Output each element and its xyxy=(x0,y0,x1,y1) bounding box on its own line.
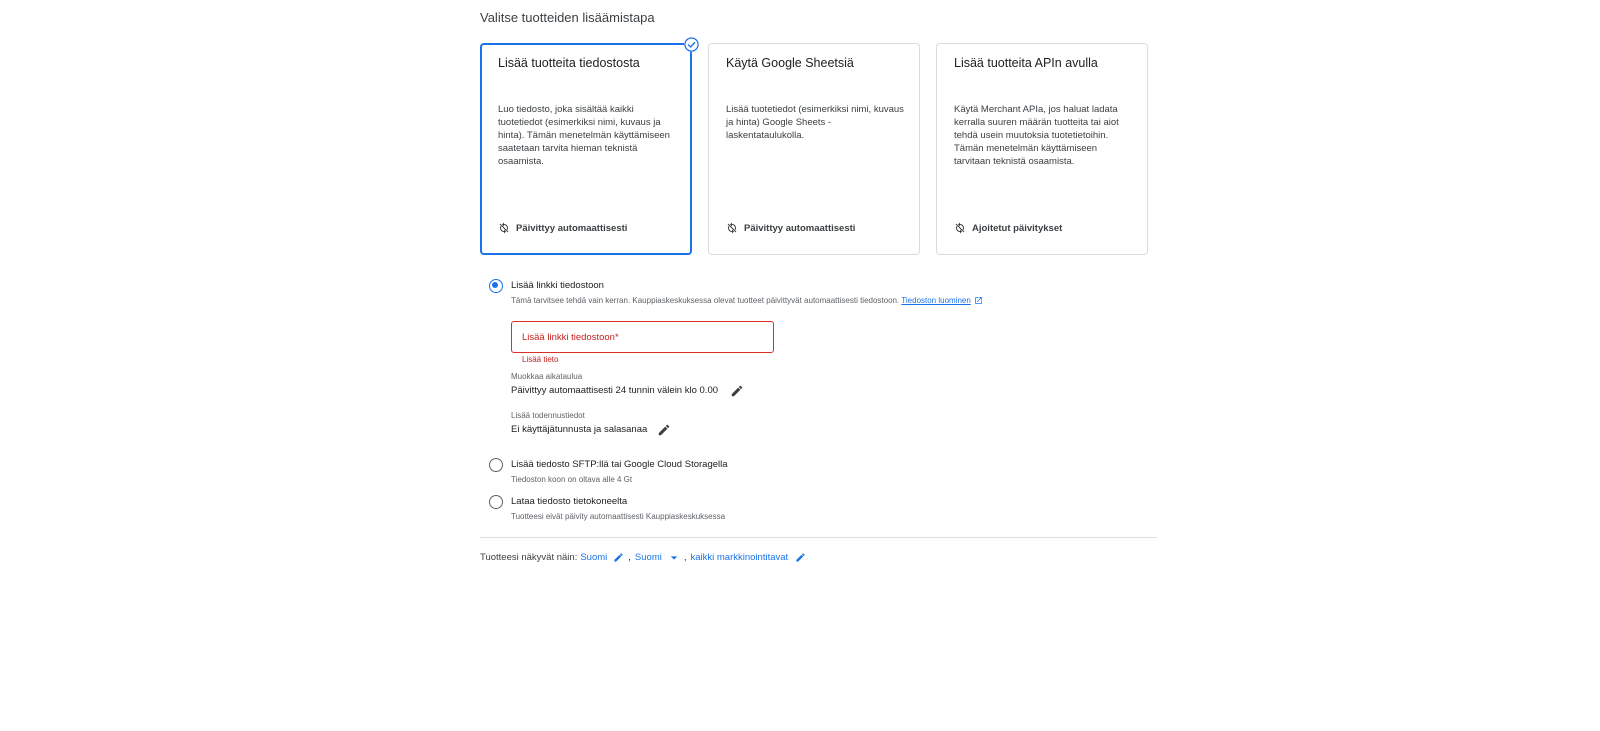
separator: , xyxy=(683,552,687,563)
edit-schedule-button[interactable] xyxy=(728,382,746,400)
chevron-down-icon xyxy=(670,554,678,562)
credentials-caption: Lisää todennustiedot xyxy=(511,411,585,420)
sync-icon xyxy=(954,222,966,234)
option-label-sftp: Lisää tiedosto SFTP:llä tai Google Cloud Storagella xyxy=(511,459,728,470)
card-google-sheets[interactable] xyxy=(708,43,920,255)
channels-link[interactable]: kaikki markkinointitavat xyxy=(690,552,789,563)
radio-sftp[interactable] xyxy=(489,458,503,472)
card-footer xyxy=(954,222,1062,234)
product-visibility-row xyxy=(480,552,806,563)
radio-add-link[interactable] xyxy=(489,279,503,293)
edit-credentials-button[interactable] xyxy=(655,421,673,439)
pencil-icon xyxy=(730,384,744,398)
option-label-upload: Lataa tiedosto tietokoneelta xyxy=(511,496,628,507)
pencil-icon xyxy=(795,552,806,563)
language-link[interactable]: Suomi xyxy=(634,552,662,563)
card-title: Lisää tuotteita tiedostosta xyxy=(498,56,640,70)
selected-check-icon xyxy=(684,37,699,52)
option-sub-add-link xyxy=(511,296,983,305)
card-merchant-api[interactable] xyxy=(936,43,1148,255)
country-link[interactable]: Suomi xyxy=(580,552,608,563)
option-label-add-link: Lisää linkki tiedostoon xyxy=(511,280,604,291)
card-description: Käytä Merchant APIa, jos haluat ladata kerralla suuren määrän tuotteita tai aiot tehdä usein muutoksia tuotetietoihin. Tämän menetelmän käyttämiseen tarvitaan teknistä osaamista. xyxy=(954,104,1119,167)
file-link-input[interactable] xyxy=(511,321,774,353)
card-footer-label: Ajoitetut päivitykset xyxy=(972,222,1063,234)
card-title: Lisää tuotteita APIn avulla xyxy=(954,56,1098,70)
divider xyxy=(480,537,1157,538)
card-description: Lisää tuotetiedot (esimerkiksi nimi, kuvaus ja hinta) Google Sheets -laskentataulukolla. xyxy=(726,104,904,141)
edit-country-button[interactable] xyxy=(613,552,624,563)
card-title: Käytä Google Sheetsiä xyxy=(726,56,854,70)
language-dropdown-button[interactable] xyxy=(670,554,678,562)
create-file-link[interactable]: Tiedoston luominen xyxy=(901,296,971,305)
credentials-value: Ei käyttäjätunnusta ja salasanaa xyxy=(511,424,648,435)
edit-channels-button[interactable] xyxy=(795,552,806,563)
card-footer-label: Päivittyy automaattisesti xyxy=(516,222,628,234)
separator: , xyxy=(628,552,631,563)
pencil-icon xyxy=(613,552,624,563)
option-sub-text: Tämä tarvitsee tehdä vain kerran. Kauppiaskeskuksessa olevat tuotteet päivittyvät automaattisesti tiedostoon. xyxy=(511,296,900,305)
file-link-placeholder: Lisää linkki tiedostoon* xyxy=(522,332,619,343)
pencil-icon xyxy=(657,423,671,437)
sync-icon xyxy=(726,222,738,234)
card-description: Luo tiedosto, joka sisältää kaikki tuotetiedot (esimerkiksi nimi, kuvaus ja hinta). Tämän menetelmän käyttämiseen saatetaan tarvita hieman teknistä osaamista. xyxy=(498,104,670,167)
schedule-caption: Muokkaa aikataulua xyxy=(511,372,583,381)
card-footer-label: Päivittyy automaattisesti xyxy=(744,222,856,234)
section-heading: Valitse tuotteiden lisäämistapa xyxy=(480,10,655,25)
sync-icon xyxy=(498,222,510,234)
open-in-new-icon xyxy=(974,296,983,305)
schedule-value: Päivittyy automaattisesti 24 tunnin välein klo 0.00 xyxy=(511,385,719,396)
option-sub-upload: Tuotteesi eivät päivity automaattisesti Kauppiaskeskuksessa xyxy=(511,512,726,521)
card-footer xyxy=(726,222,855,234)
visibility-prefix: Tuotteesi näkyvät näin: xyxy=(480,552,578,563)
option-sub-sftp: Tiedoston koon on oltava alle 4 Gt xyxy=(511,475,633,484)
card-file-upload[interactable] xyxy=(480,43,692,255)
card-footer xyxy=(498,222,627,234)
radio-upload-computer[interactable] xyxy=(489,495,503,509)
file-link-error: Lisää tieto xyxy=(522,355,559,364)
